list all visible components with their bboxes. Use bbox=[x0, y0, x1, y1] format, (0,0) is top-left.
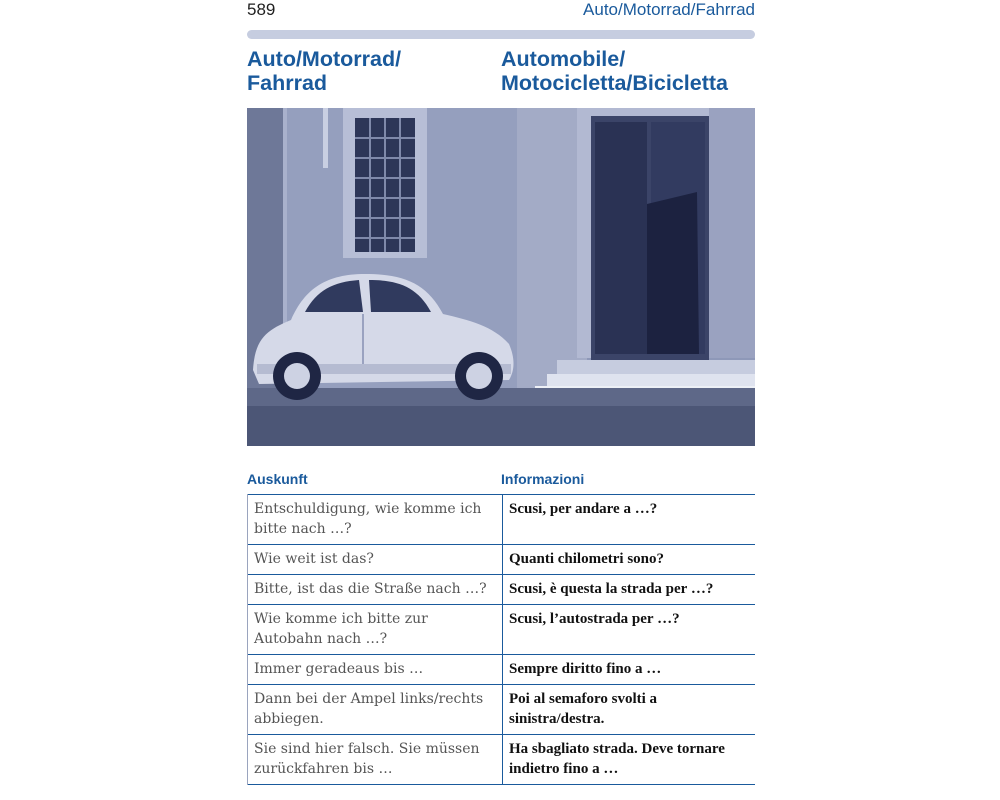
phrase-italian: Poi al semaforo svolti a sinistra/destra. bbox=[503, 685, 756, 735]
phrase-german: Bitte, ist das die Straße nach …? bbox=[248, 575, 503, 605]
phrase-italian: Sempre diritto fino a … bbox=[503, 655, 756, 685]
table-row bbox=[248, 655, 756, 685]
section-heading-german: Auskunft bbox=[247, 471, 308, 487]
phrase-german: Dann bei der Ampel links/rechts abbiegen. bbox=[248, 685, 503, 735]
phrase-italian: Scusi, per andare a …? bbox=[503, 495, 756, 545]
running-head: Auto/Motorrad/Fahrrad bbox=[583, 0, 755, 19]
table-row bbox=[248, 545, 756, 575]
phrase-italian: Ha sbagliato strada. Deve tornare indietro fino a … bbox=[503, 735, 756, 785]
phrase-german: Immer geradeaus bis … bbox=[248, 655, 503, 685]
table-row bbox=[248, 495, 756, 545]
table-row bbox=[248, 685, 756, 735]
phrase-german: Entschuldigung, wie komme ich bitte nach …? bbox=[248, 495, 503, 545]
phrase-italian: Scusi, l’autostrada per …? bbox=[503, 605, 756, 655]
header-rule bbox=[247, 30, 755, 39]
table-row bbox=[248, 575, 756, 605]
phrase-german: Wie komme ich bitte zur Autobahn nach …? bbox=[248, 605, 503, 655]
title-german: Auto/Motorrad/ Fahrrad bbox=[247, 47, 402, 95]
table-row bbox=[248, 735, 756, 785]
phrase-italian: Scusi, è questa la strada per …? bbox=[503, 575, 756, 605]
phrase-italian: Quanti chilometri sono? bbox=[503, 545, 756, 575]
title-italian: Automobile/ Motocicletta/Bicicletta bbox=[501, 47, 728, 95]
phrase-table bbox=[247, 494, 755, 785]
phrase-german: Wie weit ist das? bbox=[248, 545, 503, 575]
section-heading-italian: Informazioni bbox=[501, 471, 585, 487]
book-page bbox=[247, 0, 755, 800]
street-photo-car bbox=[247, 108, 755, 446]
page-number: 589 bbox=[247, 0, 276, 19]
table-row bbox=[248, 605, 756, 655]
phrase-german: Sie sind hier falsch. Sie müssen zurückfahren bis … bbox=[248, 735, 503, 785]
